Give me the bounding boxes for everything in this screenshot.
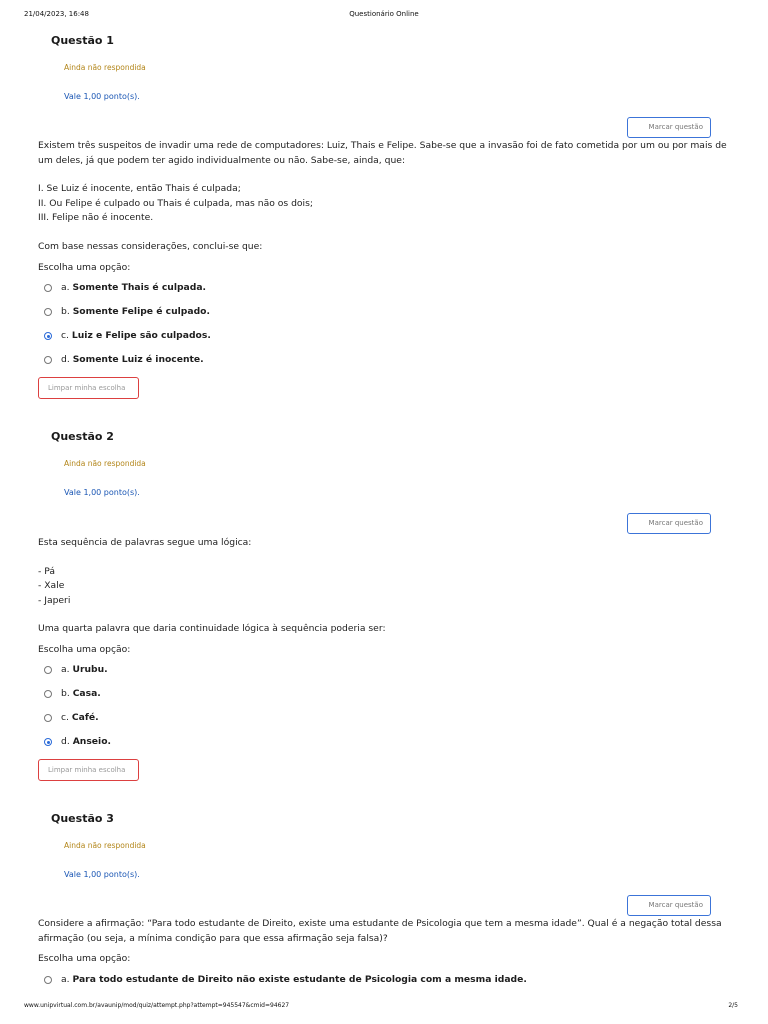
question-text-line: - Xale (38, 580, 65, 591)
option-text: Somente Luiz é inocente. (72, 354, 204, 365)
page-number: 2/5 (728, 1002, 738, 1009)
choose-option-label: Escolha uma opção: (38, 262, 131, 273)
question-grade: Vale 1,00 ponto(s). (64, 92, 140, 101)
option-letter: a. (61, 974, 70, 985)
question-grade: Vale 1,00 ponto(s). (64, 870, 140, 879)
radio-button[interactable] (44, 356, 52, 364)
flag-question-button[interactable]: Marcar questão (627, 117, 711, 138)
option-letter: c. (61, 712, 69, 723)
print-datetime: 21/04/2023, 16:48 (24, 10, 89, 18)
option-letter: d. (61, 354, 70, 365)
option-letter: a. (61, 664, 70, 675)
question-text-line: Com base nessas considerações, conclui-se que: (38, 240, 263, 252)
question-text-line: III. Felipe não é inocente. (38, 212, 154, 223)
question-text-line: II. Ou Felipe é culpado ou Thais é culpada, mas não os dois; (38, 197, 313, 209)
radio-button[interactable] (44, 714, 52, 722)
question-state: Ainda não respondida (64, 841, 146, 850)
radio-button[interactable] (44, 976, 52, 984)
question-text-line: Uma quarta palavra que daria continuidade lógica à sequência poderia ser: (38, 623, 386, 634)
question-text-line: Esta sequência de palavras segue uma lógica: (38, 537, 252, 548)
flag-question-button[interactable]: Marcar questão (627, 895, 711, 916)
print-header (24, 10, 744, 22)
question-text (38, 536, 728, 637)
choose-option-label: Escolha uma opção: (38, 644, 131, 655)
print-url: www.unipvirtual.com.br/avaunip/mod/quiz/attempt.php?attempt=945547&cmid=94627 (24, 1002, 290, 1009)
option-text: Para todo estudante de Direito não existe estudante de Psicologia com a mesma idade. (72, 974, 527, 985)
option-letter: b. (61, 688, 70, 699)
clear-choice-button[interactable]: Limpar minha escolha (38, 759, 139, 781)
question-grade: Vale 1,00 ponto(s). (64, 488, 140, 497)
question-title: Questão 3 (51, 812, 114, 825)
radio-button[interactable] (44, 666, 52, 674)
option-letter: c. (61, 330, 69, 341)
option-text: Café. (71, 712, 99, 723)
option-text: Urubu. (72, 664, 108, 675)
question-state: Ainda não respondida (64, 63, 146, 72)
option-text: Casa. (72, 688, 101, 699)
print-title: Questionário Online (349, 10, 419, 18)
flag-question-button[interactable]: Marcar questão (627, 513, 711, 534)
question-title: Questão 1 (51, 34, 114, 47)
question-text-line: Considere a afirmação: “Para todo estudante de Direito, existe uma estudante de Psicologia que tem a mesma idade”. Qual é a negação total dessa afirmação (ou seja, a mínima condição para que essa afirmação seja falsa)? (38, 918, 722, 944)
radio-button-selected[interactable] (44, 738, 52, 746)
question-text-line: - Pá (38, 565, 55, 577)
question-text (38, 917, 728, 946)
radio-button[interactable] (44, 284, 52, 292)
radio-button-selected[interactable] (44, 332, 52, 340)
clear-choice-button[interactable]: Limpar minha escolha (38, 377, 139, 399)
question-text (38, 139, 728, 254)
option-letter: d. (61, 736, 70, 747)
option-text: Somente Thais é culpada. (72, 282, 207, 293)
question-state: Ainda não respondida (64, 459, 146, 468)
option-letter: a. (61, 282, 70, 293)
option-text: Luiz e Felipe são culpados. (71, 330, 211, 341)
choose-option-label: Escolha uma opção: (38, 953, 131, 964)
question-text-line: - Japeri (38, 594, 71, 606)
radio-button[interactable] (44, 690, 52, 698)
question-text-line: I. Se Luiz é inocente, então Thais é culpada; (38, 183, 241, 194)
option-text: Somente Felipe é culpado. (72, 306, 210, 317)
radio-button[interactable] (44, 308, 52, 316)
option-text: Anseio. (72, 736, 111, 747)
question-text-line: Existem três suspeitos de invadir uma rede de computadores: Luiz, Thais e Felipe. Sabe-se que a invasão foi de fato cometida por um ou por mais de um deles, já que podem ter agido individualmente ou não. Sabe-se, ainda, que: (38, 140, 727, 166)
print-footer (24, 1002, 744, 1014)
option-letter: b. (61, 306, 70, 317)
question-title: Questão 2 (51, 430, 114, 443)
